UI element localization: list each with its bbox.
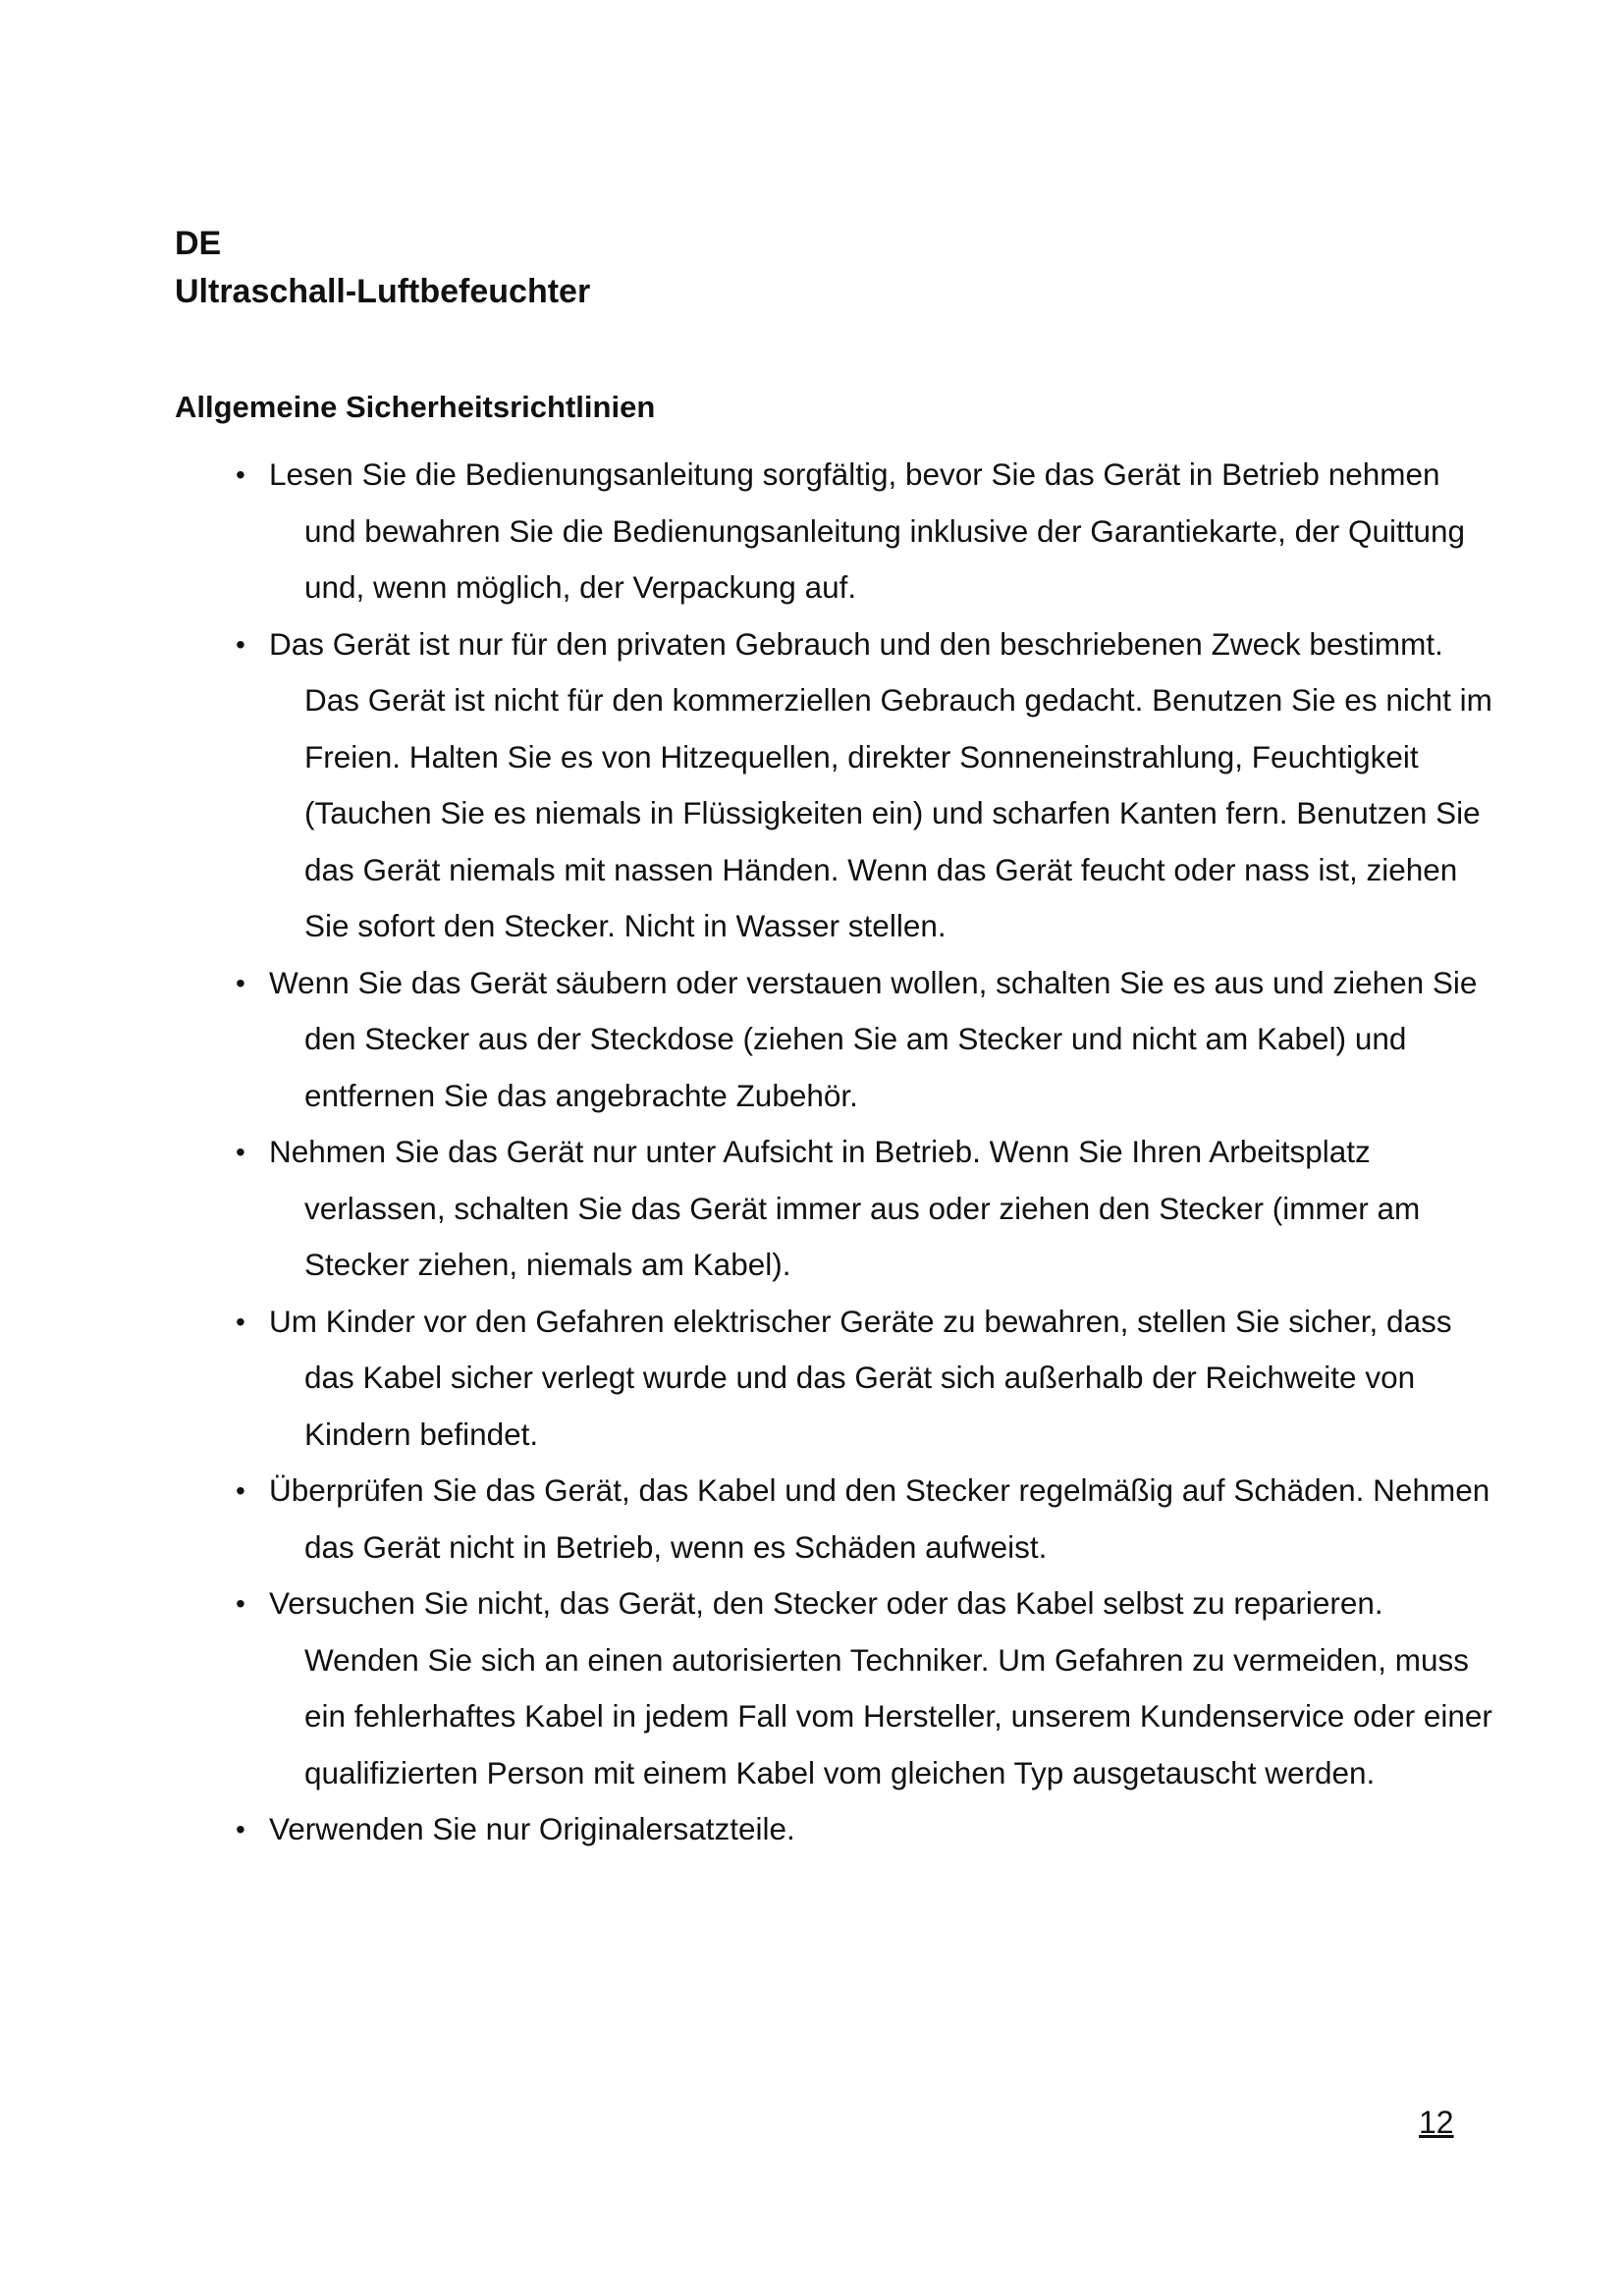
section-heading: Allgemeine Sicherheitsrichtlinien: [175, 390, 656, 424]
bullet-icon: •: [236, 459, 245, 490]
list-item: [0, 1801, 1624, 1858]
bullet-icon: •: [236, 1475, 245, 1506]
list-item-text: Lesen Sie die Bedienungsanleitung sorgfältig, bevor Sie das Gerät in Betrieb nehmen und bewahren Sie die Bedienungsanleitung inklusive der Garantiekarte, der Quittung und, wenn möglich, der Verpackung auf.: [269, 456, 1466, 605]
list-item: [0, 616, 1624, 955]
list-item-text: Wenn Sie das Gerät säubern oder verstauen wollen, schalten Sie es aus und ziehen Sie den Stecker aus der Steckdose (ziehen Sie am Stecker und nicht am Kabel) und entfernen Sie das angebrachte Zubehör.: [269, 964, 1478, 1113]
list-item-text: Überprüfen Sie das Gerät, das Kabel und den Stecker regelmäßig auf Schäden. Nehmen das Gerät nicht in Betrieb, wenn es Schäden aufweist.: [269, 1472, 1490, 1565]
list-item-text: Um Kinder vor den Gefahren elektrischer Geräte zu bewahren, stellen Sie sicher, dass das Kabel sicher verlegt wurde und das Gerät sich außerhalb der Reichweite von Kindern befindet.: [269, 1303, 1452, 1452]
list-item: [0, 955, 1624, 1125]
list-item-text: Nehmen Sie das Gerät nur unter Aufsicht in Betrieb. Wenn Sie Ihren Arbeitsplatz verlassen, schalten Sie das Gerät immer aus oder ziehen den Stecker (immer am Stecker ziehen, niemals am Kabel).: [269, 1134, 1421, 1282]
list-item: [0, 1575, 1624, 1801]
list-item: [0, 1124, 1624, 1294]
page-number: 12: [1419, 2105, 1454, 2140]
safety-guidelines-list: [0, 447, 1624, 1858]
bullet-icon: •: [236, 967, 245, 998]
list-item-text: Verwenden Sie nur Originalersatzteile.: [269, 1811, 795, 1846]
bullet-icon: •: [236, 1814, 245, 1844]
bullet-icon: •: [236, 1137, 245, 1167]
list-item: [0, 1294, 1624, 1464]
language-code: DE: [175, 225, 222, 262]
list-item: [0, 1463, 1624, 1575]
list-item-text: Versuchen Sie nicht, das Gerät, den Stecker oder das Kabel selbst zu reparieren. Wenden Sie sich an einen autorisierten Techniker. Um Gefahren zu vermeiden, muss ein fehlerhaftes Kabel in jedem Fall vom Hersteller, unserem Kundenservice oder einer qualifizierten Person mit einem Kabel vom gleichen Typ ausgetauscht werden.: [269, 1585, 1492, 1790]
bullet-icon: •: [236, 1306, 245, 1337]
document-title: Ultraschall-Luftbefeuchter: [175, 273, 591, 310]
list-item-text: Das Gerät ist nur für den privaten Gebrauch und den beschriebenen Zweck bestimmt. Das Gerät ist nicht für den kommerziellen Gebrauch gedacht. Benutzen Sie es nicht im Freien. Halten Sie es von Hitzequellen, direkter Sonneneinstrahlung, Feuchtigkeit (Tauchen Sie es niemals in Flüssigkeiten ein) und scharfen Kanten fern. Benutzen Sie das Gerät niemals mit nassen Händen. Wenn das Gerät feucht oder nass ist, ziehen Sie sofort den Stecker. Nicht in Wasser stellen.: [269, 625, 1492, 943]
list-item: [0, 447, 1624, 616]
bullet-icon: •: [236, 1588, 245, 1619]
bullet-icon: •: [236, 628, 245, 660]
